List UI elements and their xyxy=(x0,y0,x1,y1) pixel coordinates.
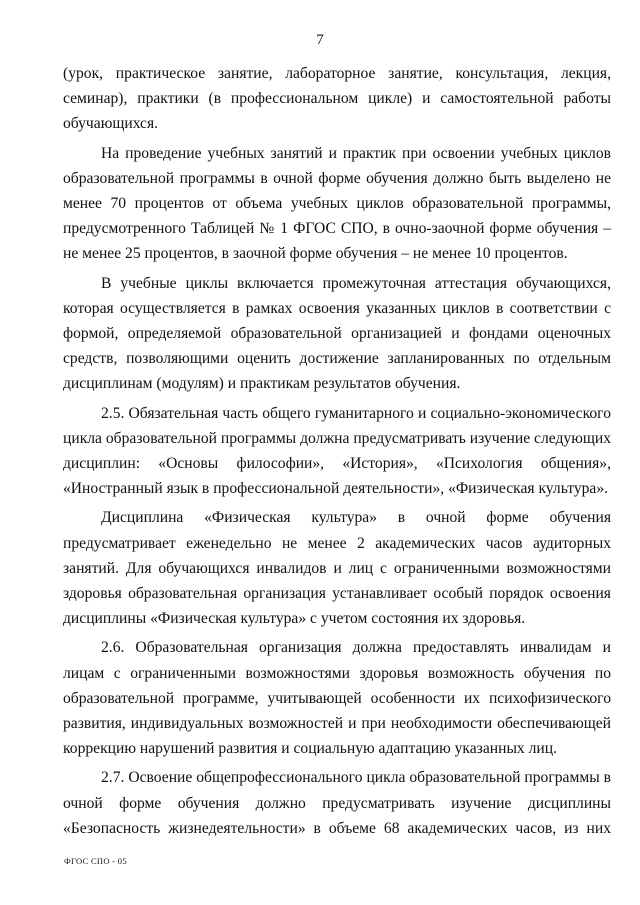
paragraph-2-7-general-professional-cycle: 2.7. Освоение общепрофессионального цикла образовательной программы в очной форме обучения должно предусматривать изучение дисциплины «Безопасность жизнедеятельности» в объеме 68 академических часов, из них xyxy=(63,769,611,837)
paragraph-continuation: (урок, практическое занятие, лабораторное занятие, консультация, лекция, семинар), практики (в профессиональном цикле) и самостоятельной работы обучающихся. xyxy=(63,65,611,133)
document-footer-code: ФГОС СПО - 05 xyxy=(64,856,127,866)
paragraph-2-5-humanities-cycle: 2.5. Обязательная часть общего гуманитарного и социально-экономического цикла образовательной программы должна предусматривать изучение следующих дисциплин: «Основы философии», «История», «Психология общения», «Иностранный язык в профессиональной деятельности», «Физическая культура». xyxy=(63,404,611,498)
paragraph-2-6-disabilities: 2.6. Образовательная организация должна предоставлять инвалидам и лицам с ограниченными возможностями здоровья возможность обучения по образовательной программе, учитывающей особенности их психофизического развития, индивидуальных возможностей и при необходимости обеспечивающей коррекцию нарушений развития и социальную адаптацию указанных лиц. xyxy=(63,639,611,758)
paragraph-physical-culture: Дисциплина «Физическая культура» в очной форме обучения предусматривает еженедельно не менее 2 академических часов аудиторных занятий. Для обучающихся инвалидов и лиц с ограниченными возможностями здоровья образовательная организация устанавливает особый порядок освоения дисциплины «Физическая культура» с учетом состояния их здоровья. xyxy=(63,509,611,628)
paragraph-intermediate-attestation: В учебные циклы включается промежуточная аттестация обучающихся, которая осуществляется в рамках освоения указанных циклов в соответствии с формой, определяемой образовательной организацией и фондами оценочных средств, позволяющими оценить достижение запланированных по отдельным дисциплинам (модулям) и практикам результатов обучения. xyxy=(63,274,611,393)
document-body xyxy=(63,61,611,845)
paragraph-study-hours: На проведение учебных занятий и практик при освоении учебных циклов образовательной программы в очной форме обучения должно быть выделено не менее 70 процентов от объема учебных циклов образовательной программы, предусмотренного Таблицей № 1 ФГОС СПО, в очно-заочной форме обучения – не менее 25 процентов, в заочной форме обучения – не менее 10 процентов. xyxy=(63,144,611,263)
page-number: 7 xyxy=(316,32,324,48)
